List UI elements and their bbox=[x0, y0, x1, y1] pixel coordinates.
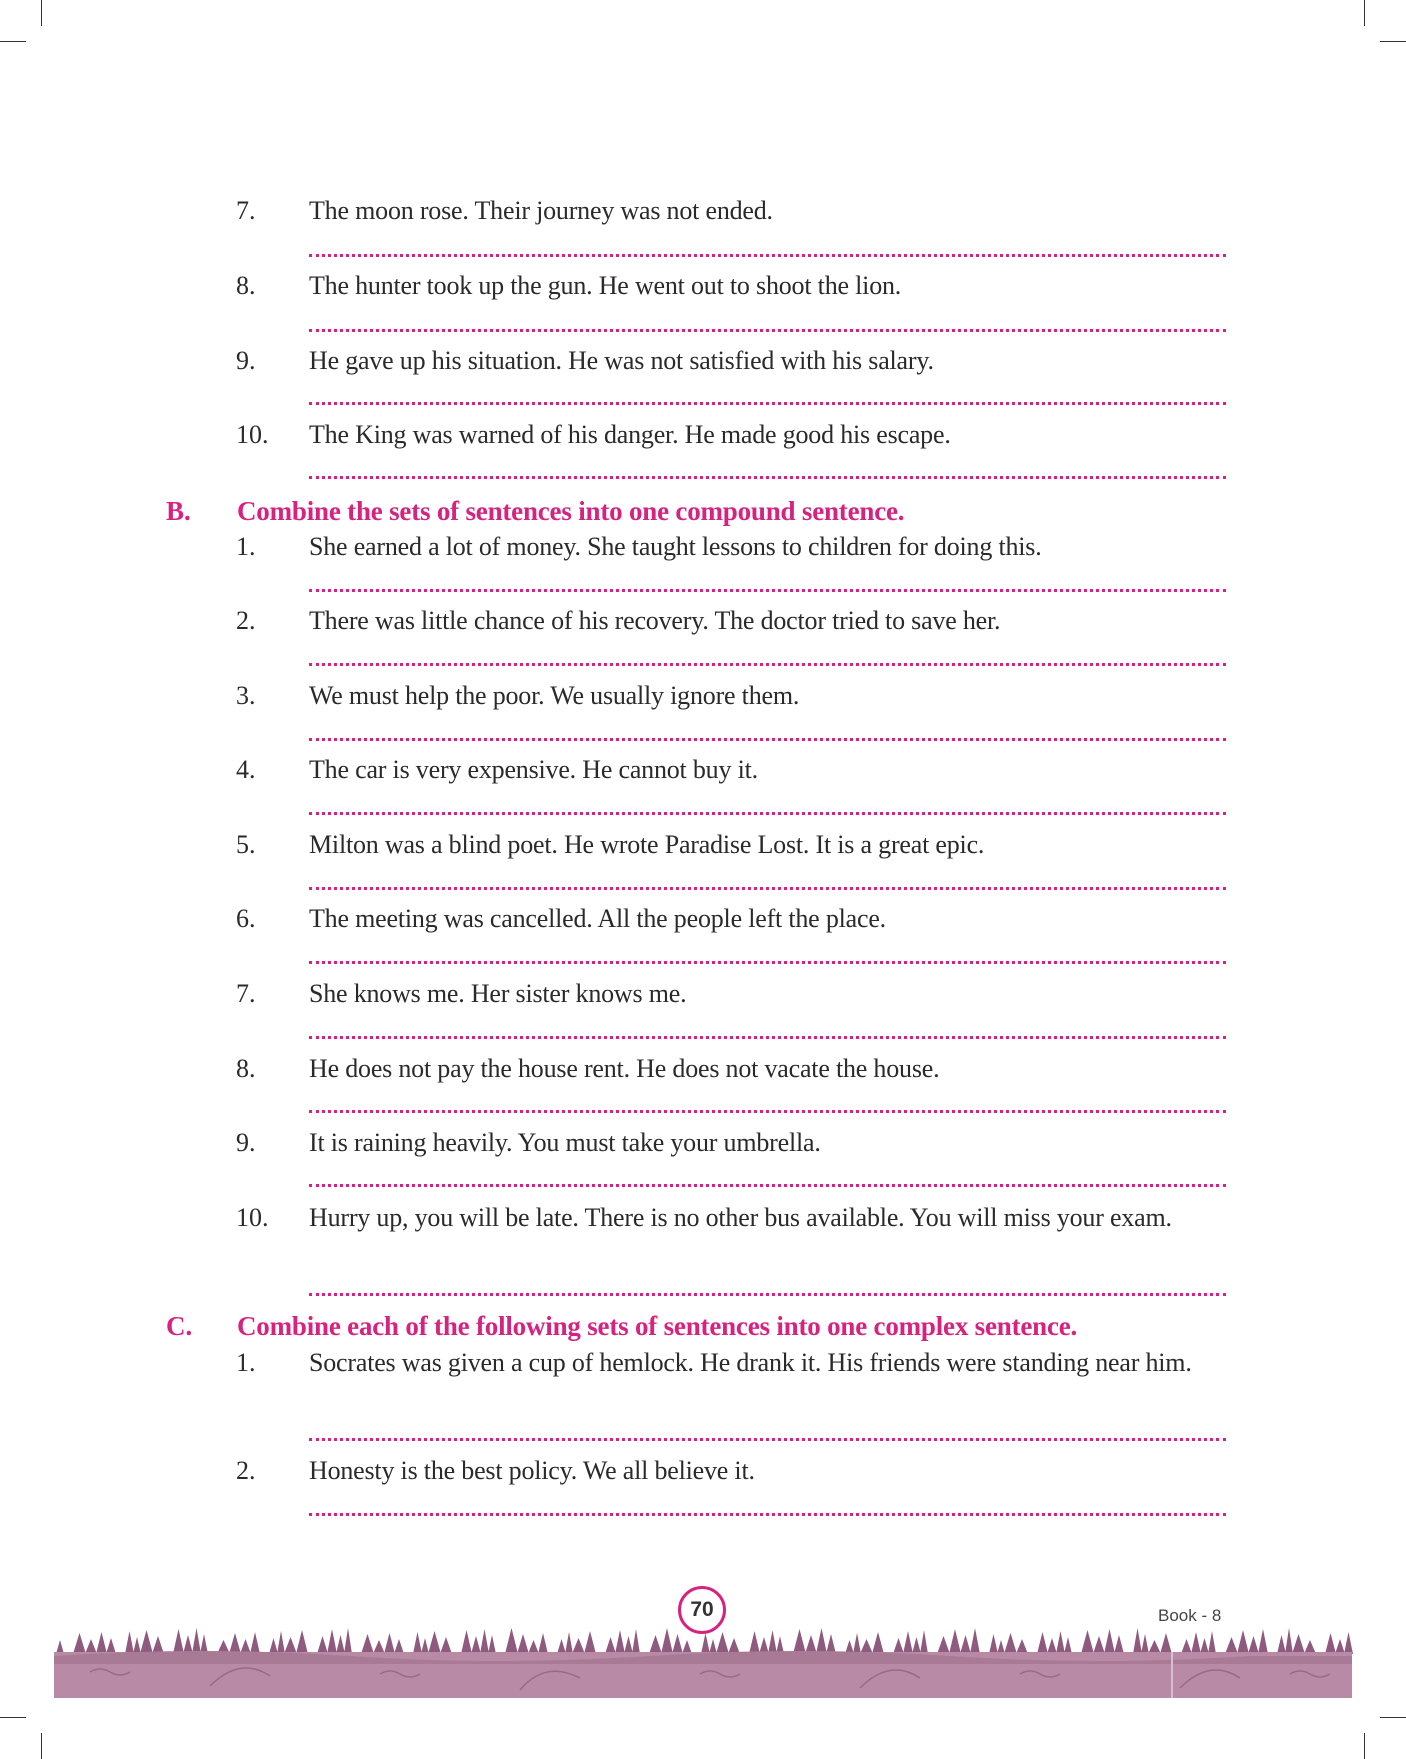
tree-shape bbox=[937, 1636, 950, 1654]
tree-shape bbox=[327, 1629, 337, 1654]
crop-mark bbox=[41, 1733, 42, 1759]
tree-shape bbox=[624, 1636, 633, 1654]
item-number: 10. bbox=[236, 1203, 269, 1232]
tree-shape bbox=[480, 1629, 489, 1654]
tree-shape bbox=[125, 1631, 134, 1654]
tree-shape bbox=[96, 1632, 107, 1654]
tree-shape bbox=[173, 1629, 184, 1654]
answer-line[interactable] bbox=[309, 1184, 1226, 1187]
item-number: 8. bbox=[236, 271, 256, 300]
answer-line[interactable] bbox=[309, 402, 1226, 405]
tree-shape bbox=[505, 1628, 518, 1654]
tree-shape bbox=[344, 1628, 352, 1654]
item-number: 3. bbox=[236, 681, 256, 710]
tree-shape bbox=[1191, 1632, 1201, 1654]
tree-shape bbox=[277, 1631, 285, 1654]
crop-mark bbox=[0, 41, 26, 42]
item-text: She earned a lot of money. She taught lessons to children for doing this. bbox=[309, 532, 1042, 561]
tree-shape bbox=[488, 1635, 496, 1654]
tree-shape bbox=[1047, 1638, 1057, 1654]
section-title: Combine each of the following sets of sentences into one complex sentence. bbox=[237, 1311, 1078, 1341]
tree-shape bbox=[1325, 1633, 1336, 1654]
item-text: The meeting was cancelled. All the people left the place. bbox=[309, 904, 886, 933]
tree-shape bbox=[296, 1630, 308, 1654]
item-text: Milton was a blind poet. He wrote Paradise Lost. It is a great epic. bbox=[309, 830, 985, 859]
tree-shape bbox=[749, 1631, 760, 1654]
tree-shape bbox=[997, 1640, 1005, 1654]
tree-shape bbox=[56, 1640, 64, 1654]
tree-shape bbox=[1037, 1632, 1048, 1654]
tree-shape bbox=[192, 1628, 201, 1654]
item-text: Hurry up, you will be late. There is no other bus available. You will miss your exam. bbox=[309, 1203, 1172, 1232]
item-number: 4. bbox=[236, 755, 256, 784]
section-letter: B. bbox=[166, 496, 191, 526]
tree-shape bbox=[1335, 1639, 1345, 1654]
crop-mark bbox=[1364, 1733, 1365, 1759]
answer-line[interactable] bbox=[309, 738, 1226, 741]
item-number: 2. bbox=[236, 606, 256, 635]
item-number: 7. bbox=[236, 979, 256, 1008]
tree-shape bbox=[701, 1633, 710, 1654]
tree-shape bbox=[1064, 1637, 1072, 1654]
tree-shape bbox=[1225, 1637, 1238, 1654]
tree-shape bbox=[538, 1633, 548, 1654]
item-number: 1. bbox=[236, 1348, 256, 1377]
tree-shape bbox=[682, 1640, 692, 1654]
tree-shape bbox=[284, 1637, 297, 1654]
item-number: 2. bbox=[236, 1456, 256, 1485]
tree-shape bbox=[413, 1632, 422, 1654]
book-label: Book - 8 bbox=[1158, 1606, 1222, 1625]
tree-shape bbox=[1248, 1636, 1259, 1654]
tree-shape bbox=[920, 1630, 928, 1654]
tree-shape bbox=[1208, 1631, 1216, 1654]
page-number-badge: 70 bbox=[678, 1586, 726, 1634]
answer-line[interactable] bbox=[309, 663, 1226, 666]
tree-shape bbox=[73, 1633, 86, 1654]
tree-shape bbox=[893, 1638, 904, 1654]
tree-shape bbox=[461, 1630, 472, 1654]
tree-shape bbox=[826, 1634, 836, 1654]
tree-shape bbox=[1056, 1631, 1065, 1654]
item-text: The hunter took up the gun. He went out to shoot the lion. bbox=[309, 271, 902, 300]
item-text: She knows me. Her sister knows me. bbox=[309, 979, 687, 1008]
tree-shape bbox=[949, 1629, 961, 1654]
tree-shape bbox=[384, 1633, 395, 1654]
item-number: 8. bbox=[236, 1054, 256, 1083]
crop-mark bbox=[1380, 41, 1406, 42]
tree-shape bbox=[903, 1631, 913, 1654]
item-text: We must help the poor. We usually ignore them. bbox=[309, 681, 800, 710]
tree-shape bbox=[1181, 1639, 1192, 1654]
item-number: 6. bbox=[236, 904, 256, 933]
tree-shape bbox=[106, 1638, 116, 1654]
crop-mark bbox=[0, 1717, 26, 1718]
tree-shape bbox=[728, 1638, 740, 1654]
item-text: He gave up his situation. He was not satisfied with his salary. bbox=[309, 346, 934, 375]
tree-shape bbox=[317, 1636, 328, 1654]
tree-shape bbox=[85, 1639, 97, 1654]
answer-line[interactable] bbox=[309, 812, 1226, 815]
answer-line[interactable] bbox=[309, 1293, 1226, 1296]
item-number: 10. bbox=[236, 420, 269, 449]
tree-shape bbox=[200, 1634, 208, 1654]
tree-shape bbox=[615, 1630, 625, 1654]
item-text: The car is very expensive. He cannot buy it. bbox=[309, 755, 758, 784]
tree-shape bbox=[528, 1640, 539, 1654]
tree-shape bbox=[1258, 1629, 1268, 1654]
tree-shape bbox=[1304, 1640, 1316, 1654]
tree-shape bbox=[250, 1632, 260, 1654]
item-text: Honesty is the best policy. We all believe it. bbox=[309, 1456, 755, 1485]
tree-shape bbox=[989, 1634, 998, 1654]
tree-shape bbox=[1141, 1634, 1149, 1654]
tree-shape bbox=[1081, 1630, 1094, 1654]
tree-shape bbox=[565, 1632, 573, 1654]
item-number: 9. bbox=[236, 346, 256, 375]
tree-shape bbox=[716, 1632, 729, 1654]
tree-shape bbox=[517, 1634, 529, 1654]
tree-shape bbox=[768, 1630, 777, 1654]
tree-shape bbox=[1285, 1628, 1293, 1654]
crop-mark bbox=[1364, 0, 1365, 26]
tree-shape bbox=[421, 1638, 429, 1654]
tree-shape bbox=[152, 1636, 164, 1654]
crop-mark bbox=[1380, 1717, 1406, 1718]
answer-line[interactable] bbox=[309, 589, 1226, 592]
tree-shape bbox=[1114, 1635, 1124, 1654]
tree-shape bbox=[1160, 1633, 1172, 1654]
tree-shape bbox=[709, 1639, 717, 1654]
tree-shape bbox=[1133, 1628, 1142, 1654]
item-number: 9. bbox=[236, 1128, 256, 1157]
tree-shape bbox=[336, 1635, 345, 1654]
tree-shape bbox=[1016, 1639, 1028, 1654]
tree-shape bbox=[912, 1637, 921, 1654]
answer-line[interactable] bbox=[309, 1513, 1226, 1516]
item-text: There was little chance of his recovery. The doctor tried to save her. bbox=[309, 606, 1001, 635]
tree-shape bbox=[1004, 1633, 1017, 1654]
tree-shape bbox=[1104, 1629, 1115, 1654]
tree-shape bbox=[1344, 1632, 1353, 1654]
answer-line[interactable] bbox=[309, 476, 1226, 479]
tree-shape bbox=[960, 1635, 971, 1654]
tree-shape bbox=[1292, 1634, 1305, 1654]
section-letter: C. bbox=[166, 1311, 193, 1341]
item-text: He does not pay the house rent. He does not vacate the house. bbox=[309, 1054, 940, 1083]
item-text: Socrates was given a cup of hemlock. He drank it. His friends were standing near him. bbox=[309, 1348, 1192, 1377]
item-text: The moon rose. Their journey was not ended. bbox=[309, 196, 773, 225]
tree-shape bbox=[1200, 1638, 1209, 1654]
item-text: The King was warned of his danger. He made good his escape. bbox=[309, 420, 951, 449]
answer-line[interactable] bbox=[309, 1438, 1226, 1441]
tree-shape bbox=[793, 1629, 806, 1654]
tree-shape bbox=[440, 1637, 452, 1654]
tree-shape bbox=[361, 1634, 374, 1654]
tree-shape bbox=[970, 1628, 980, 1654]
tree-shape bbox=[632, 1629, 640, 1654]
tree-shape bbox=[1148, 1640, 1161, 1654]
item-number: 5. bbox=[236, 830, 256, 859]
tree-shape bbox=[672, 1634, 683, 1654]
tree-shape bbox=[140, 1630, 153, 1654]
tree-shape bbox=[269, 1638, 278, 1654]
answer-line[interactable] bbox=[309, 254, 1226, 257]
tree-shape bbox=[557, 1639, 566, 1654]
item-number: 7. bbox=[236, 196, 256, 225]
tree-shape bbox=[471, 1636, 481, 1654]
tree-shape bbox=[872, 1632, 884, 1654]
tree-shape bbox=[229, 1633, 241, 1654]
tree-shape bbox=[1237, 1630, 1249, 1654]
tree-shape bbox=[853, 1633, 861, 1654]
tree-shape bbox=[816, 1628, 827, 1654]
tree-shape bbox=[649, 1635, 662, 1654]
answer-line[interactable] bbox=[309, 961, 1226, 964]
tree-shape bbox=[373, 1640, 385, 1654]
tree-shape bbox=[605, 1637, 616, 1654]
tree-shape bbox=[860, 1639, 873, 1654]
tree-shape bbox=[584, 1631, 596, 1654]
answer-line[interactable] bbox=[309, 1110, 1226, 1113]
crop-mark bbox=[41, 0, 42, 26]
tree-shape bbox=[572, 1638, 585, 1654]
tree-shape bbox=[428, 1631, 441, 1654]
tree-shape bbox=[133, 1637, 141, 1654]
answer-line[interactable] bbox=[309, 887, 1226, 890]
answer-line[interactable] bbox=[309, 329, 1226, 332]
tree-shape bbox=[1277, 1635, 1286, 1654]
item-text: It is raining heavily. You must take your umbrella. bbox=[309, 1128, 821, 1157]
item-number: 1. bbox=[236, 532, 256, 561]
section-title: Combine the sets of sentences into one compound sentence. bbox=[237, 496, 905, 526]
tree-shape bbox=[394, 1639, 404, 1654]
answer-line[interactable] bbox=[309, 1036, 1226, 1039]
tree-shape bbox=[661, 1628, 673, 1654]
tree-shape bbox=[1093, 1636, 1105, 1654]
